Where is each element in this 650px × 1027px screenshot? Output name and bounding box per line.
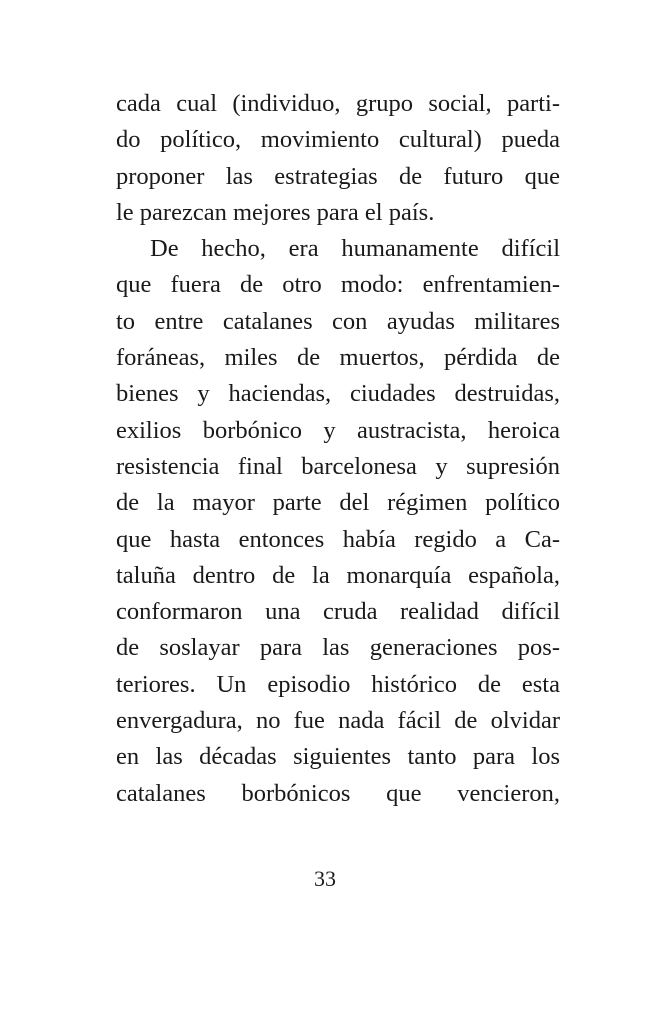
text-line: cada cual (individuo, grupo social, parti-	[116, 90, 560, 117]
text-line: resistencia final barcelonesa y supresión	[116, 452, 560, 480]
text-line: catalanes borbónicos que vencieron,	[116, 779, 560, 807]
text-line: do político, movimiento cultural) pueda	[116, 126, 560, 154]
paragraph-end-line: le parezcan mejores para el país.	[116, 198, 435, 226]
text-line: de soslayar para las generaciones pos-	[116, 634, 560, 662]
text-line: taluña dentro de la monarquía española,	[116, 561, 560, 589]
text-line: conformaron una cruda realidad difícil	[116, 598, 560, 626]
text-line: en las décadas siguientes tanto para los	[116, 743, 560, 771]
text-line: to entre catalanes con ayudas militares	[116, 307, 560, 335]
text-line: proponer las estrategias de futuro que	[116, 162, 560, 190]
text-line: teriores. Un episodio histórico de esta	[116, 670, 560, 698]
text-line: exilios borbónico y austracista, heroica	[116, 416, 560, 444]
text-line: envergadura, no fue nada fácil de olvidar	[116, 707, 560, 735]
text-line: de la mayor parte del régimen político	[116, 489, 560, 517]
paragraph-start-line: De hecho, era humanamente difícil	[150, 235, 560, 263]
text-line: que hasta entonces había regido a Ca-	[116, 525, 560, 553]
book-page-text	[116, 86, 560, 812]
text-line: que fuera de otro modo: enfrentamien-	[116, 271, 560, 299]
text-line: foráneas, miles de muertos, pérdida de	[116, 344, 560, 372]
text-line: bienes y haciendas, ciudades destruidas,	[116, 380, 560, 408]
page-number: 33	[314, 866, 336, 891]
